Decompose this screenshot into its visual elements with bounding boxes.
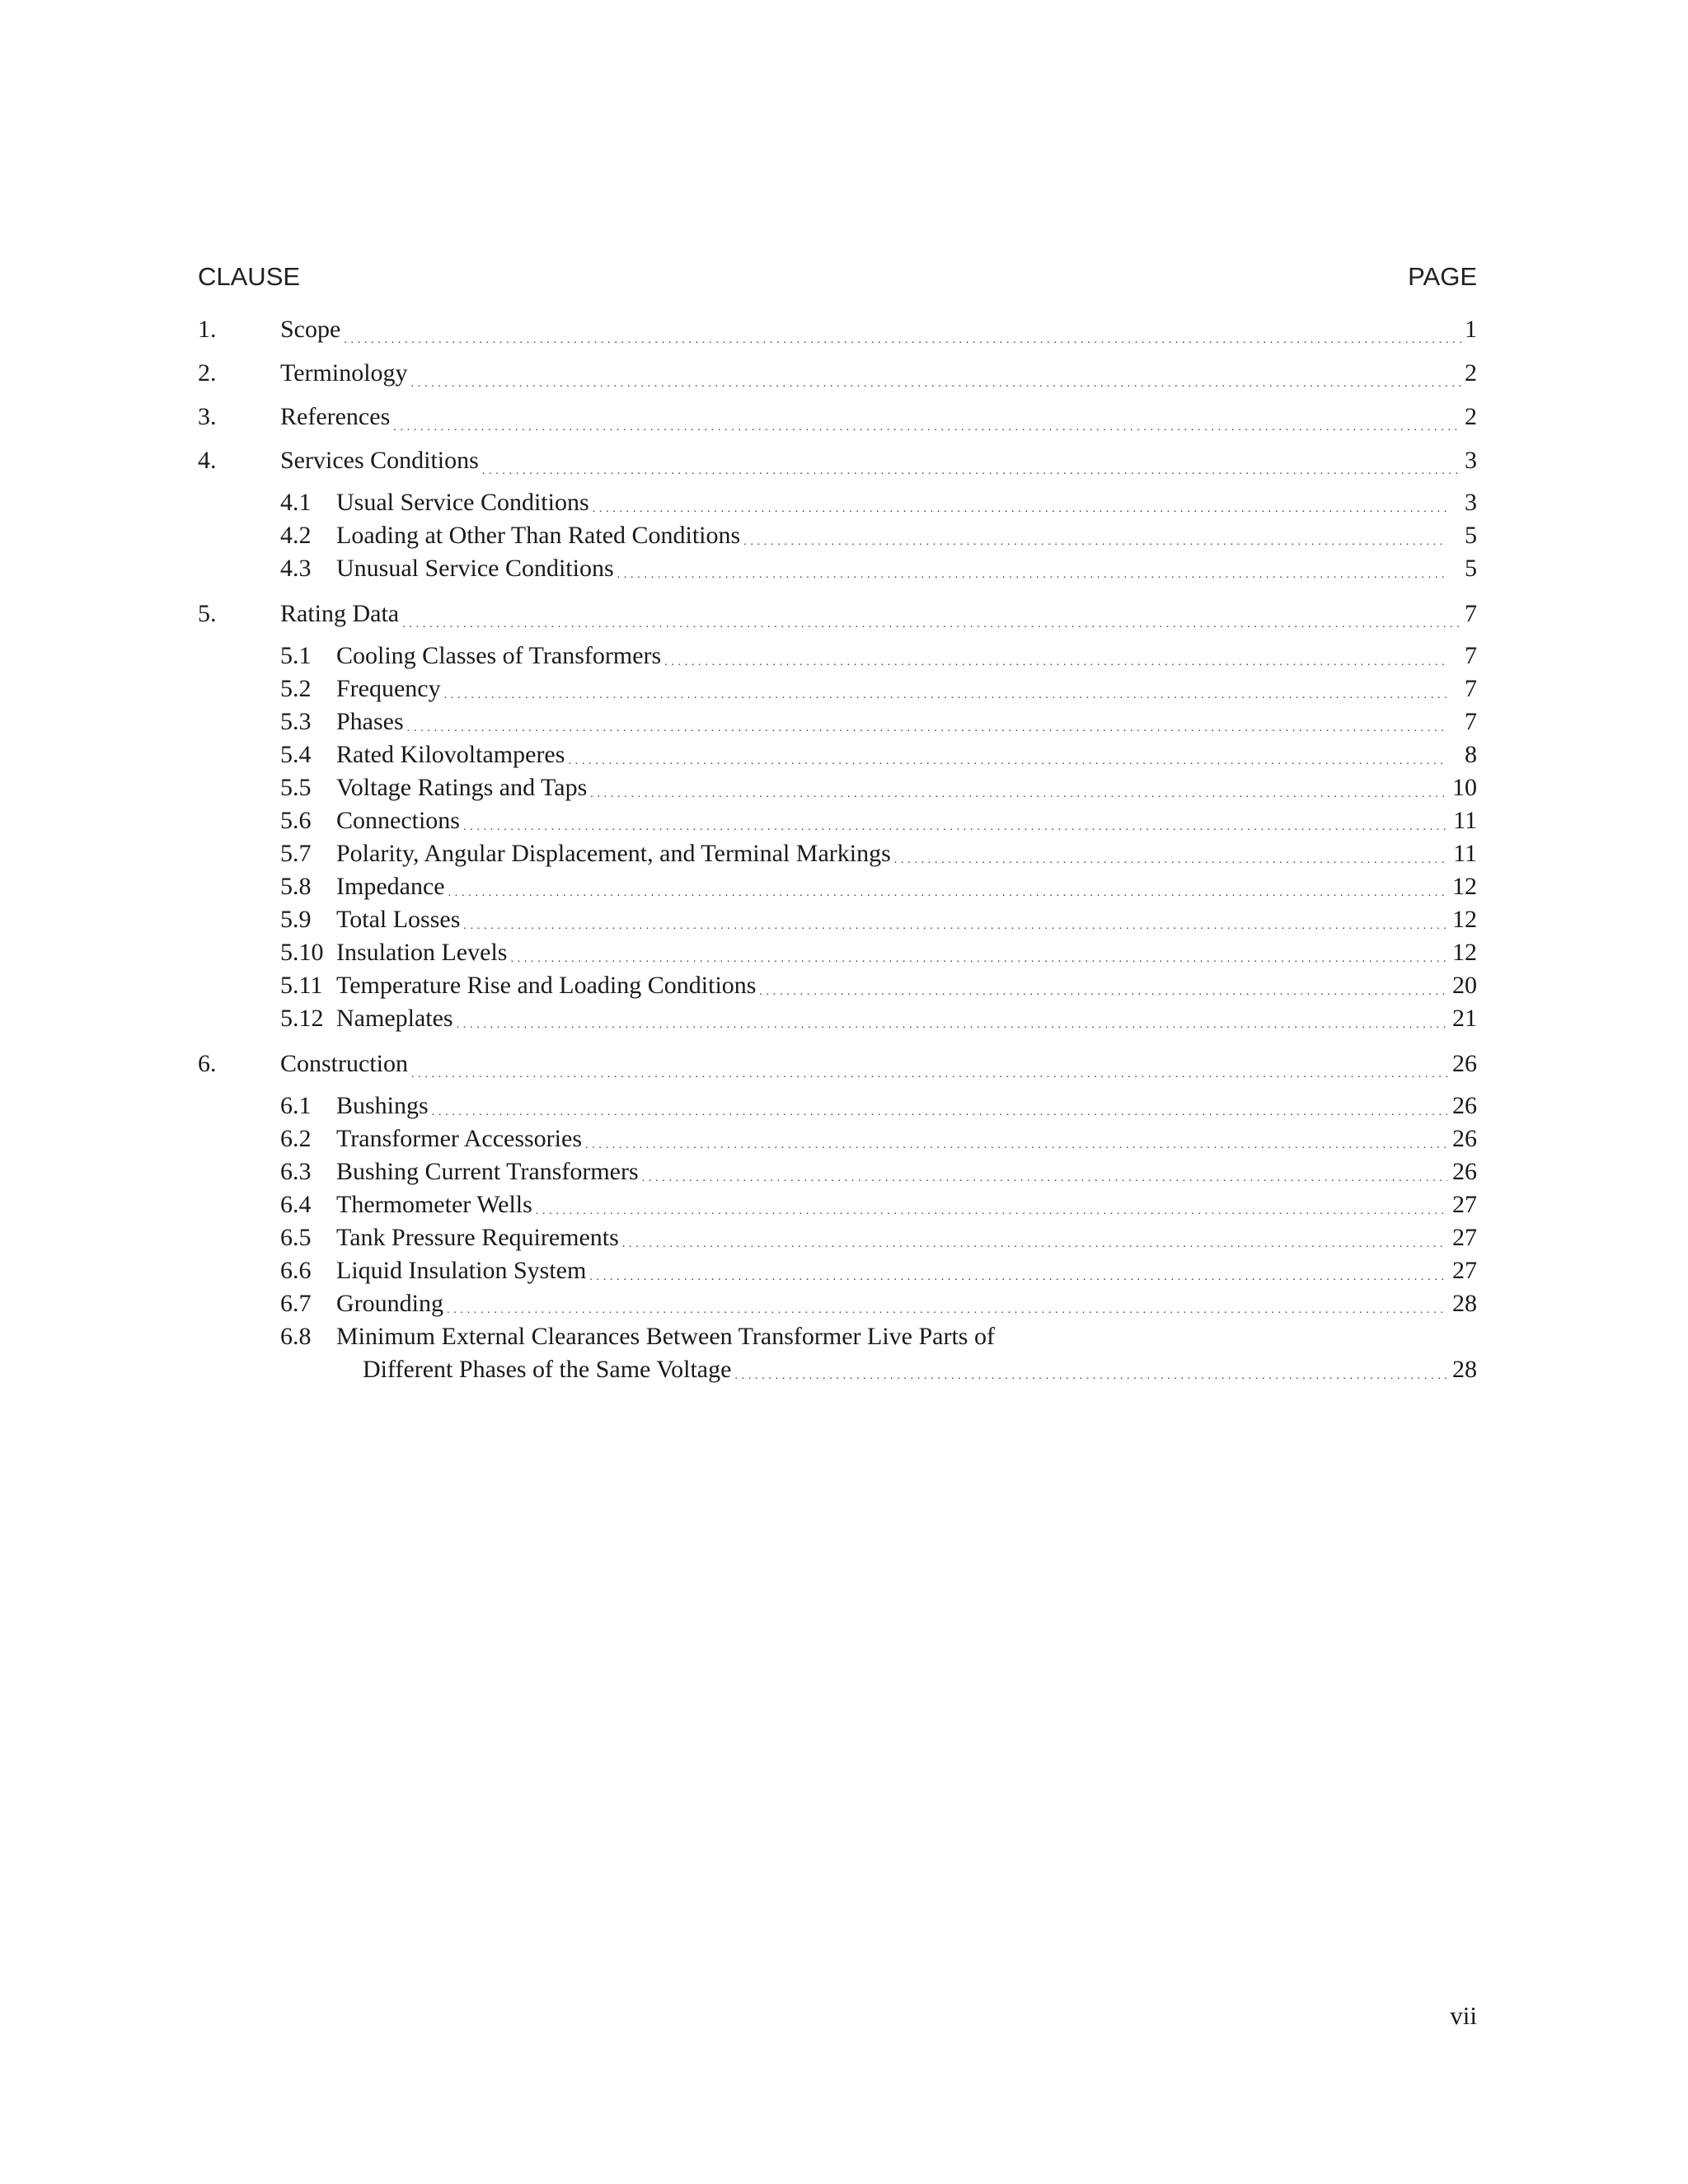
toc-subentry[interactable] xyxy=(198,771,1477,804)
dot-leader xyxy=(463,808,1447,833)
subclause-page-number: 28 xyxy=(1452,1290,1477,1317)
subclause-title: Cooling Classes of Transformers xyxy=(336,642,662,669)
subclause-page-number: 5 xyxy=(1465,522,1477,549)
toc-subentry[interactable] xyxy=(198,640,1477,673)
toc-subentry[interactable] xyxy=(198,1090,1477,1122)
group-spacer xyxy=(198,585,1477,596)
dot-leader xyxy=(589,1258,1447,1283)
toc-subentry[interactable] xyxy=(198,1002,1477,1035)
subclause-title: Minimum External Clearances Between Transformer Live Parts of xyxy=(336,1323,995,1350)
dot-leader xyxy=(510,940,1447,965)
subclause-title: Polarity, Angular Displacement, and Terminal Markings xyxy=(336,840,891,867)
toc-subentry[interactable] xyxy=(198,1320,1477,1353)
subclause-page-number: 7 xyxy=(1465,708,1477,735)
subclause-number: 6.7 xyxy=(280,1290,312,1317)
subclause-page-number: 5 xyxy=(1465,555,1477,582)
subclause-title: Liquid Insulation System xyxy=(336,1257,587,1284)
subclause-page-number: 12 xyxy=(1452,939,1477,966)
subclause-number: 6.4 xyxy=(280,1191,312,1218)
subclause-title: Phases xyxy=(336,708,404,735)
toc-entry[interactable] xyxy=(198,596,1477,640)
toc-subentry[interactable] xyxy=(198,936,1477,969)
subclause-number: 5.3 xyxy=(280,708,312,735)
subclause-number: 6.3 xyxy=(280,1158,312,1185)
clause-page-number: 2 xyxy=(1465,403,1477,430)
subclause-page-number: 28 xyxy=(1452,1356,1477,1383)
clause-number: 1. xyxy=(198,316,217,343)
subclause-number: 5.7 xyxy=(280,840,312,867)
dot-leader xyxy=(759,973,1447,998)
subclause-title: Usual Service Conditions xyxy=(336,489,589,516)
dot-leader xyxy=(448,874,1447,899)
dot-leader xyxy=(344,321,1461,346)
toc-subentry[interactable] xyxy=(198,705,1477,738)
subclause-title: Bushings xyxy=(336,1092,429,1119)
toc-subentry[interactable] xyxy=(198,903,1477,936)
toc-subentry[interactable] xyxy=(198,519,1477,552)
subclause-number: 5.9 xyxy=(280,906,312,933)
subclause-number: 6.1 xyxy=(280,1092,312,1119)
subclause-number: 5.1 xyxy=(280,642,312,669)
dot-leader xyxy=(444,677,1447,701)
toc-subentry[interactable] xyxy=(198,870,1477,903)
page-column-label: PAGE xyxy=(1408,262,1477,291)
toc-entry[interactable] xyxy=(198,312,1477,355)
clause-title: Rating Data xyxy=(280,600,400,627)
dot-leader xyxy=(593,490,1447,515)
subclause-title: Bushing Current Transformers xyxy=(336,1158,639,1185)
subclause-title: Insulation Levels xyxy=(336,939,508,966)
subclause-page-number: 10 xyxy=(1452,774,1477,801)
subclause-number: 6.5 xyxy=(280,1224,312,1251)
dot-leader xyxy=(411,365,1461,390)
subclause-number: 4.1 xyxy=(280,489,312,516)
clause-title: Construction xyxy=(280,1050,408,1077)
toc-subentry[interactable] xyxy=(198,1221,1477,1254)
group-spacer xyxy=(198,1035,1477,1046)
clause-number: 5. xyxy=(198,600,217,627)
dot-leader xyxy=(590,776,1447,800)
clause-title: Terminology xyxy=(280,359,408,387)
clause-number: 6. xyxy=(198,1050,217,1077)
dot-leader xyxy=(447,1291,1447,1316)
dot-leader xyxy=(393,409,1461,434)
toc-subentry[interactable] xyxy=(198,837,1477,870)
subclause-title: Total Losses xyxy=(336,906,461,933)
clause-page-number: 2 xyxy=(1465,359,1477,387)
subclause-title: Rated Kilovoltamperes xyxy=(336,741,565,768)
subclause-number: 5.2 xyxy=(280,675,312,702)
dot-leader xyxy=(457,1006,1447,1031)
subclause-number: 6.6 xyxy=(280,1257,312,1284)
subclause-page-number: 20 xyxy=(1452,972,1477,999)
toc-subentry[interactable] xyxy=(198,486,1477,519)
subclause-number: 5.10 xyxy=(280,939,324,966)
clause-number: 2. xyxy=(198,359,217,387)
toc-subentry[interactable] xyxy=(198,969,1477,1002)
clause-page-number: 3 xyxy=(1465,447,1477,474)
subclause-title: Temperature Rise and Loading Conditions xyxy=(336,972,757,999)
subclause-number: 5.6 xyxy=(280,807,312,834)
toc-subentry[interactable] xyxy=(198,804,1477,837)
subclause-page-number: 26 xyxy=(1452,1092,1477,1119)
dot-leader xyxy=(585,1127,1447,1151)
document-page xyxy=(198,0,1477,2184)
subclause-number: 4.2 xyxy=(280,522,312,549)
dot-leader xyxy=(463,907,1447,932)
subclause-number: 6.2 xyxy=(280,1125,312,1152)
dot-leader xyxy=(617,556,1447,581)
subclause-page-number: 27 xyxy=(1452,1191,1477,1218)
toc-entry[interactable] xyxy=(198,399,1477,443)
subclause-page-number: 26 xyxy=(1452,1158,1477,1185)
subclause-title: Unusual Service Conditions xyxy=(336,555,614,582)
toc-subentry[interactable] xyxy=(198,1188,1477,1221)
dot-leader xyxy=(642,1160,1447,1184)
dot-leader xyxy=(536,1193,1447,1217)
subclause-number: 4.3 xyxy=(280,555,312,582)
clause-title: Scope xyxy=(280,316,341,343)
dot-leader xyxy=(743,523,1447,548)
dot-leader xyxy=(734,1357,1447,1382)
toc-entry[interactable] xyxy=(198,355,1477,399)
dot-leader xyxy=(894,841,1447,866)
subclause-page-number: 8 xyxy=(1465,741,1477,768)
clause-page-number: 7 xyxy=(1465,600,1477,627)
clause-number: 3. xyxy=(198,403,217,430)
subclause-title: Impedance xyxy=(336,873,445,900)
clause-number: 4. xyxy=(198,447,217,474)
dot-leader xyxy=(402,606,1461,630)
toc-subentry[interactable] xyxy=(198,1122,1477,1155)
clause-title: References xyxy=(280,403,391,430)
subclause-title: Connections xyxy=(336,807,460,834)
subclause-page-number: 27 xyxy=(1452,1224,1477,1251)
toc-subentry[interactable] xyxy=(198,738,1477,771)
subclause-number: 6.8 xyxy=(280,1323,312,1350)
subclause-page-number: 12 xyxy=(1452,906,1477,933)
subclause-number: 5.12 xyxy=(280,1005,324,1032)
clause-page-number: 26 xyxy=(1452,1050,1477,1077)
clause-title: Services Conditions xyxy=(280,447,479,474)
subclause-title: Thermometer Wells xyxy=(336,1191,532,1218)
table-of-contents xyxy=(198,312,1477,1397)
subclause-page-number: 7 xyxy=(1465,642,1477,669)
subclause-title: Frequency xyxy=(336,675,441,702)
toc-subentry-continuation[interactable] xyxy=(198,1353,1477,1386)
subclause-number: 5.8 xyxy=(280,873,312,900)
subclause-page-number: 26 xyxy=(1452,1125,1477,1152)
toc-entry[interactable] xyxy=(198,1046,1477,1090)
subclause-page-number: 11 xyxy=(1453,840,1477,867)
subclause-page-number: 21 xyxy=(1452,1005,1477,1032)
subclause-title: Transformer Accessories xyxy=(336,1125,582,1152)
dot-leader xyxy=(407,710,1447,734)
subclause-page-number: 11 xyxy=(1453,807,1477,834)
subclause-title: Nameplates xyxy=(336,1005,453,1032)
clause-page-number: 1 xyxy=(1465,316,1477,343)
subclause-page-number: 3 xyxy=(1465,489,1477,516)
subclause-title: Grounding xyxy=(336,1290,443,1317)
dot-leader xyxy=(482,452,1461,477)
subclause-page-number: 12 xyxy=(1452,873,1477,900)
toc-subentry[interactable] xyxy=(198,1287,1477,1320)
dot-leader xyxy=(622,1226,1447,1250)
subclause-number: 5.4 xyxy=(280,741,312,768)
page-number: vii xyxy=(1450,2001,1477,2030)
dot-leader xyxy=(432,1094,1447,1118)
toc-subentry[interactable] xyxy=(198,673,1477,705)
subclause-title-continuation: Different Phases of the Same Voltage xyxy=(363,1356,732,1383)
subclause-number: 5.11 xyxy=(280,972,323,999)
dot-leader xyxy=(568,743,1447,767)
toc-column-header xyxy=(198,262,1477,295)
toc-entry[interactable] xyxy=(198,443,1477,486)
subclause-title: Loading at Other Than Rated Conditions xyxy=(336,522,741,549)
subclause-title: Voltage Ratings and Taps xyxy=(336,774,588,801)
subclause-page-number: 7 xyxy=(1465,675,1477,702)
subclause-title: Tank Pressure Requirements xyxy=(336,1224,619,1251)
clause-column-label: CLAUSE xyxy=(198,262,301,291)
toc-subentry[interactable] xyxy=(198,552,1477,585)
dot-leader xyxy=(411,1056,1449,1080)
subclause-number: 5.5 xyxy=(280,774,312,801)
subclause-page-number: 27 xyxy=(1452,1257,1477,1284)
toc-subentry[interactable] xyxy=(198,1155,1477,1188)
toc-subentry[interactable] xyxy=(198,1254,1477,1287)
dot-leader xyxy=(664,644,1447,668)
group-spacer xyxy=(198,1386,1477,1397)
